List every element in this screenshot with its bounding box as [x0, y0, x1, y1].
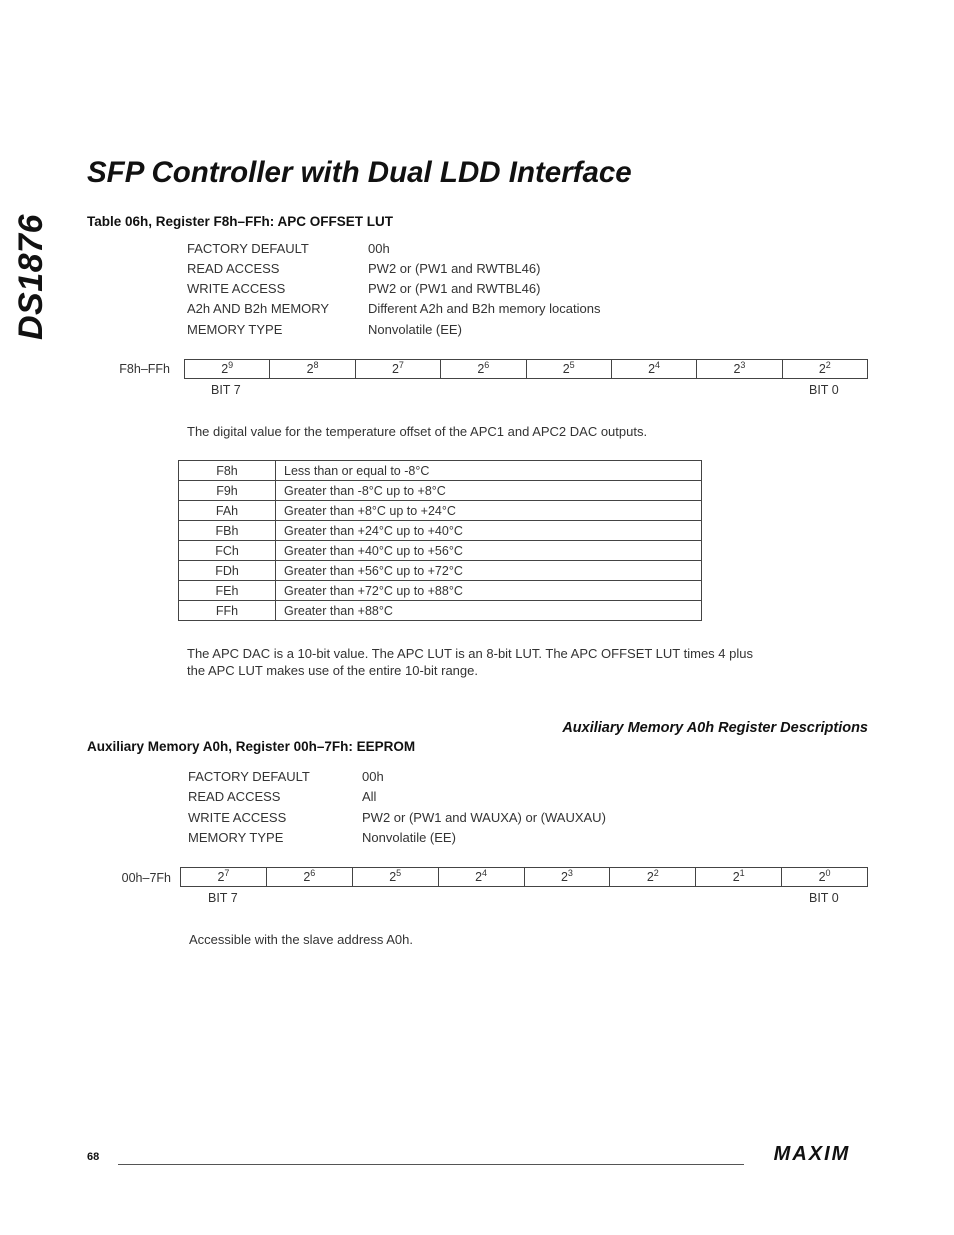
section1-note-line1: The APC DAC is a 10-bit value. The APC LUT is an 8-bit LUT. The APC OFFSET LUT times 4 plus [187, 646, 753, 661]
section1-note [187, 645, 807, 679]
bit-cell: $2^7$ [355, 360, 440, 379]
bit-cell: $2^4$ [611, 360, 696, 379]
lut-address: F9h [179, 481, 276, 501]
prop-label: WRITE ACCESS [188, 810, 287, 825]
table-row [179, 541, 702, 561]
section1-register-label: F8h–FFh [119, 362, 170, 376]
lut-address: FFh [179, 601, 276, 621]
page-number: 68 [87, 1151, 100, 1163]
section2-heading: Auxiliary Memory A0h, Register 00h–7Fh: EEPROM [87, 739, 416, 754]
bit-cell: $2^3$ [697, 360, 782, 379]
lut-address: FDh [179, 561, 276, 581]
maxim-logo [756, 1143, 868, 1163]
lut-address: FBh [179, 521, 276, 541]
prop-value: PW2 or (PW1 and RWTBL46) [368, 281, 541, 296]
bit-cell: $2^2$ [782, 360, 867, 379]
table-row [179, 581, 702, 601]
bit-cell: $2^9$ [185, 360, 270, 379]
section1-bit-table [184, 359, 868, 379]
bit-cell: $2^2$ [610, 868, 696, 887]
bit-cell: $2^0$ [782, 868, 868, 887]
prop-value: All [362, 789, 377, 804]
prop-label: MEMORY TYPE [187, 322, 283, 337]
lut-description: Greater than +8°C up to +24°C [276, 501, 702, 521]
lut-description: Greater than -8°C up to +8°C [276, 481, 702, 501]
side-part-number [12, 210, 72, 340]
table-row [179, 561, 702, 581]
lut-address: F8h [179, 461, 276, 481]
maxim-logo-icon [756, 1143, 868, 1163]
table-row [179, 481, 702, 501]
prop-value: 00h [362, 769, 384, 784]
section2-bit0-label: BIT 0 [809, 891, 839, 905]
prop-value: PW2 or (PW1 and RWTBL46) [368, 261, 541, 276]
section1-heading: Table 06h, Register F8h–FFh: APC OFFSET LUT [87, 214, 394, 229]
side-part-number-text: DS1876 [12, 214, 50, 340]
section2-bit7-label: BIT 7 [208, 891, 238, 905]
section1-bit0-label: BIT 0 [809, 383, 839, 397]
prop-label: A2h AND B2h MEMORY [187, 301, 330, 316]
section2-description: Accessible with the slave address A0h. [189, 932, 414, 947]
bit-cell: $2^5$ [352, 868, 438, 887]
bit-cell: $2^1$ [696, 868, 782, 887]
prop-value: Nonvolatile (EE) [362, 830, 456, 845]
prop-label: READ ACCESS [187, 261, 280, 276]
lut-description: Greater than +40°C up to +56°C [276, 541, 702, 561]
bit-cell: $2^6$ [441, 360, 526, 379]
lut-description: Less than or equal to -8°C [276, 461, 702, 481]
maxim-logo-text: MAXIM [773, 1143, 851, 1163]
section1-note-line2: the APC LUT makes use of the entire 10-bit range. [187, 663, 478, 678]
prop-label: FACTORY DEFAULT [187, 241, 309, 256]
section2-bit-table [180, 867, 868, 887]
table-row [179, 521, 702, 541]
prop-value: Different A2h and B2h memory locations [368, 301, 601, 316]
footer-rule [118, 1164, 744, 1165]
prop-label: WRITE ACCESS [187, 281, 286, 296]
prop-value: Nonvolatile (EE) [368, 322, 462, 337]
lut-address: FEh [179, 581, 276, 601]
document-title: SFP Controller with Dual LDD Interface [87, 156, 632, 189]
table-row [179, 461, 702, 481]
bit-cell: $2^4$ [438, 868, 524, 887]
apc-offset-lut-table [178, 460, 702, 621]
section1-bit7-label: BIT 7 [211, 383, 241, 397]
lut-description: Greater than +56°C up to +72°C [276, 561, 702, 581]
table-row [179, 501, 702, 521]
prop-label: FACTORY DEFAULT [188, 769, 310, 784]
prop-label: READ ACCESS [188, 789, 281, 804]
lut-address: FCh [179, 541, 276, 561]
bit-cell: $2^3$ [524, 868, 610, 887]
bit-cell: $2^8$ [270, 360, 355, 379]
lut-description: Greater than +88°C [276, 601, 702, 621]
lut-description: Greater than +24°C up to +40°C [276, 521, 702, 541]
section2-group-heading: Auxiliary Memory A0h Register Descriptions [562, 720, 868, 736]
lut-address: FAh [179, 501, 276, 521]
lut-description: Greater than +72°C up to +88°C [276, 581, 702, 601]
bit-cell: $2^6$ [266, 868, 352, 887]
table-row [179, 601, 702, 621]
prop-value: 00h [368, 241, 390, 256]
section2-register-label: 00h–7Fh [121, 871, 171, 885]
section1-description: The digital value for the temperature offset of the APC1 and APC2 DAC outputs. [187, 424, 648, 439]
bit-cell: $2^7$ [181, 868, 267, 887]
prop-label: MEMORY TYPE [188, 830, 284, 845]
prop-value: PW2 or (PW1 and WAUXA) or (WAUXAU) [362, 810, 606, 825]
bit-cell: $2^5$ [526, 360, 611, 379]
